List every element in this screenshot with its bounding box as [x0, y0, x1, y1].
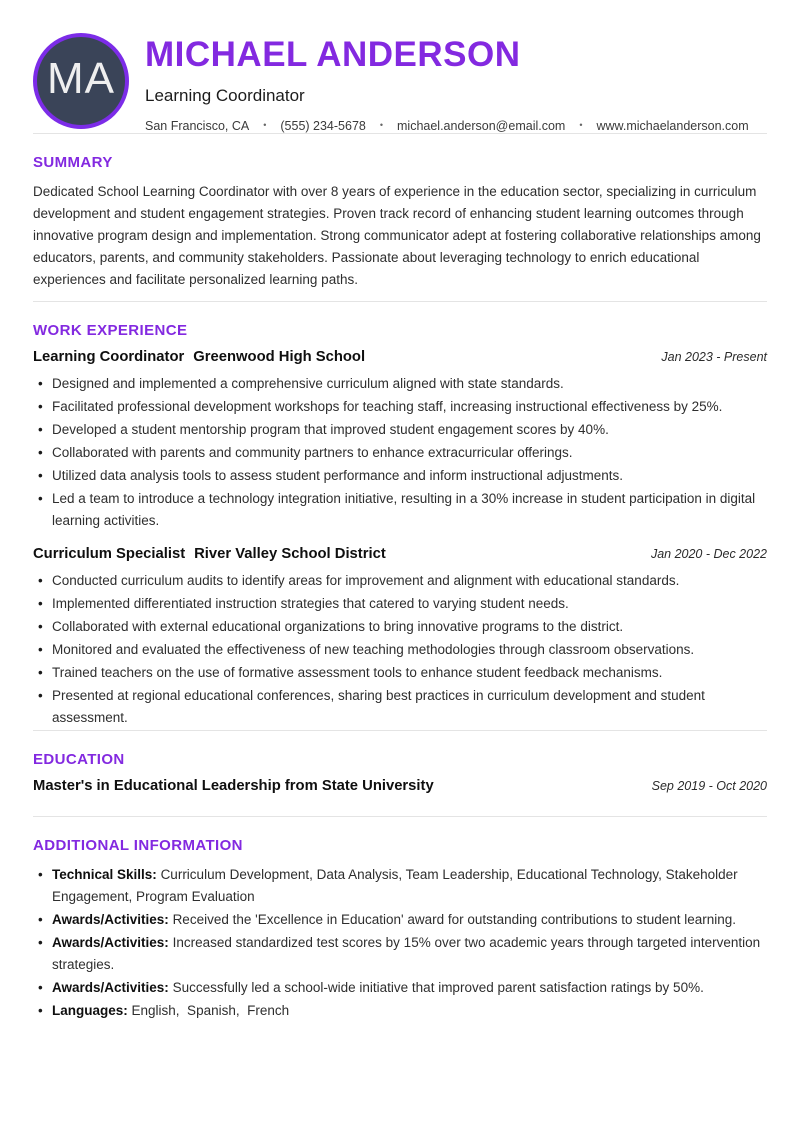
bullet-item: • Conducted curriculum audits to identify areas for improvement and alignment with educational standards. [33, 570, 767, 592]
bullet-item: • Utilized data analysis tools to assess student performance and inform instructional adjustments. [33, 465, 767, 487]
additional-info-item [33, 864, 767, 908]
job-header [33, 349, 767, 365]
work-heading: WORK EXPERIENCE [33, 321, 188, 339]
job-company: River Valley School District [194, 545, 386, 562]
job-title: Learning Coordinator [33, 348, 185, 365]
additional-info-item [33, 977, 767, 999]
info-label: Awards/Activities: [52, 911, 169, 927]
contact-separator-icon: • [263, 120, 267, 131]
section-summary [33, 154, 767, 291]
contact-website: www.michaelanderson.com [596, 118, 749, 133]
contact-phone: (555) 234-5678 [280, 118, 366, 133]
avatar-initials: MA [47, 54, 115, 103]
bullet-item: • Presented at regional educational conferences, sharing best practices in curriculum development and student assessment. [33, 685, 767, 729]
contact-row [145, 119, 749, 133]
summary-heading: SUMMARY [33, 153, 113, 171]
section-work-experience [33, 322, 767, 729]
job-dates: Jan 2020 - Dec 2022 [650, 546, 767, 561]
contact-location: San Francisco, CA [145, 118, 250, 133]
bullet-item: • Collaborated with parents and community partners to enhance extracurricular offerings. [33, 442, 767, 464]
bullet-item: • Collaborated with external educational organizations to bring innovative programs to the district. [33, 616, 767, 638]
resume-header [33, 33, 767, 133]
person-name: MICHAEL ANDERSON [145, 35, 521, 74]
contact-email: michael.anderson@email.com [397, 118, 566, 133]
additional-info-item [33, 932, 767, 976]
additional-info-item [33, 1000, 767, 1022]
section-divider [33, 730, 767, 731]
info-text: Successfully led a school-wide initiative that improved parent satisfaction ratings by 50%. [172, 979, 704, 995]
bullet-item: • Developed a student mentorship program that improved student engagement scores by 40%. [33, 419, 767, 441]
person-job-title: Learning Coordinator [145, 85, 305, 105]
contact-separator-icon: • [379, 120, 384, 131]
bullet-item: • Facilitated professional development workshops for teaching staff, increasing instructional effectiveness by 25%. [33, 396, 767, 418]
bullet-item: • Monitored and evaluated the effectiveness of new teaching methodologies through classroom observations. [33, 639, 767, 661]
info-text: Increased standardized test scores by 15% over two academic years through targeted intervention strategies. [52, 934, 764, 972]
info-label: Awards/Activities: [52, 979, 169, 995]
job-title-line [33, 546, 386, 562]
info-text: Curriculum Development, Data Analysis, Team Leadership, Educational Technology, Stakeholder Engagement, Program Evaluation [52, 866, 742, 904]
bullet-item: • Led a team to introduce a technology integration initiative, resulting in a 30% increase in student participation in digital learning activities. [33, 488, 767, 532]
job-company: Greenwood High School [193, 348, 366, 365]
info-text: English, Spanish, French [131, 1002, 290, 1018]
summary-text: Dedicated School Learning Coordinator with over 8 years of experience in the education sector, specializing in curriculum development and student engagement strategies. Proven track record of enhancing student learning outcomes through innovative program design and implementation. Strong communicator adept at fostering collaborative relationships among educators, parents, and community stakeholders. Passionate about leveraging technology to enrich educational experiences and facilitate personalized learning paths. [33, 183, 761, 287]
header-text [145, 33, 749, 133]
education-dates: Sep 2019 - Oct 2020 [651, 778, 767, 793]
section-divider [33, 816, 767, 817]
education-degree: Master's in Educational Leadership from State University [33, 777, 434, 794]
additional-info-list [33, 864, 767, 1022]
avatar [33, 33, 129, 129]
job-title-line [33, 349, 365, 365]
contact-separator-icon: • [579, 120, 583, 131]
section-education [33, 751, 767, 794]
education-heading: EDUCATION [33, 750, 125, 768]
header-divider [33, 133, 767, 134]
education-entry [33, 778, 767, 794]
job-title: Curriculum Specialist [33, 545, 186, 562]
info-label: Technical Skills: [52, 866, 157, 882]
info-text: Received the 'Excellence in Education' award for outstanding contributions to student learning. [172, 911, 737, 927]
bullet-item: • Designed and implemented a comprehensive curriculum aligned with state standards. [33, 373, 767, 395]
job-entry [33, 349, 767, 532]
job-dates: Jan 2023 - Present [661, 349, 767, 364]
additional-info-item [33, 909, 767, 931]
job-entry [33, 546, 767, 729]
job-header [33, 546, 767, 562]
section-additional-information [33, 837, 767, 1022]
section-divider [33, 301, 767, 302]
job-bullet-list [33, 373, 767, 532]
job-bullet-list [33, 570, 767, 729]
additional-heading: ADDITIONAL INFORMATION [33, 836, 243, 854]
bullet-item: • Implemented differentiated instruction strategies that catered to varying student needs. [33, 593, 767, 615]
bullet-item: • Trained teachers on the use of formative assessment tools to enhance student feedback mechanisms. [33, 662, 767, 684]
info-label: Awards/Activities: [52, 934, 169, 950]
info-label: Languages: [52, 1002, 128, 1018]
